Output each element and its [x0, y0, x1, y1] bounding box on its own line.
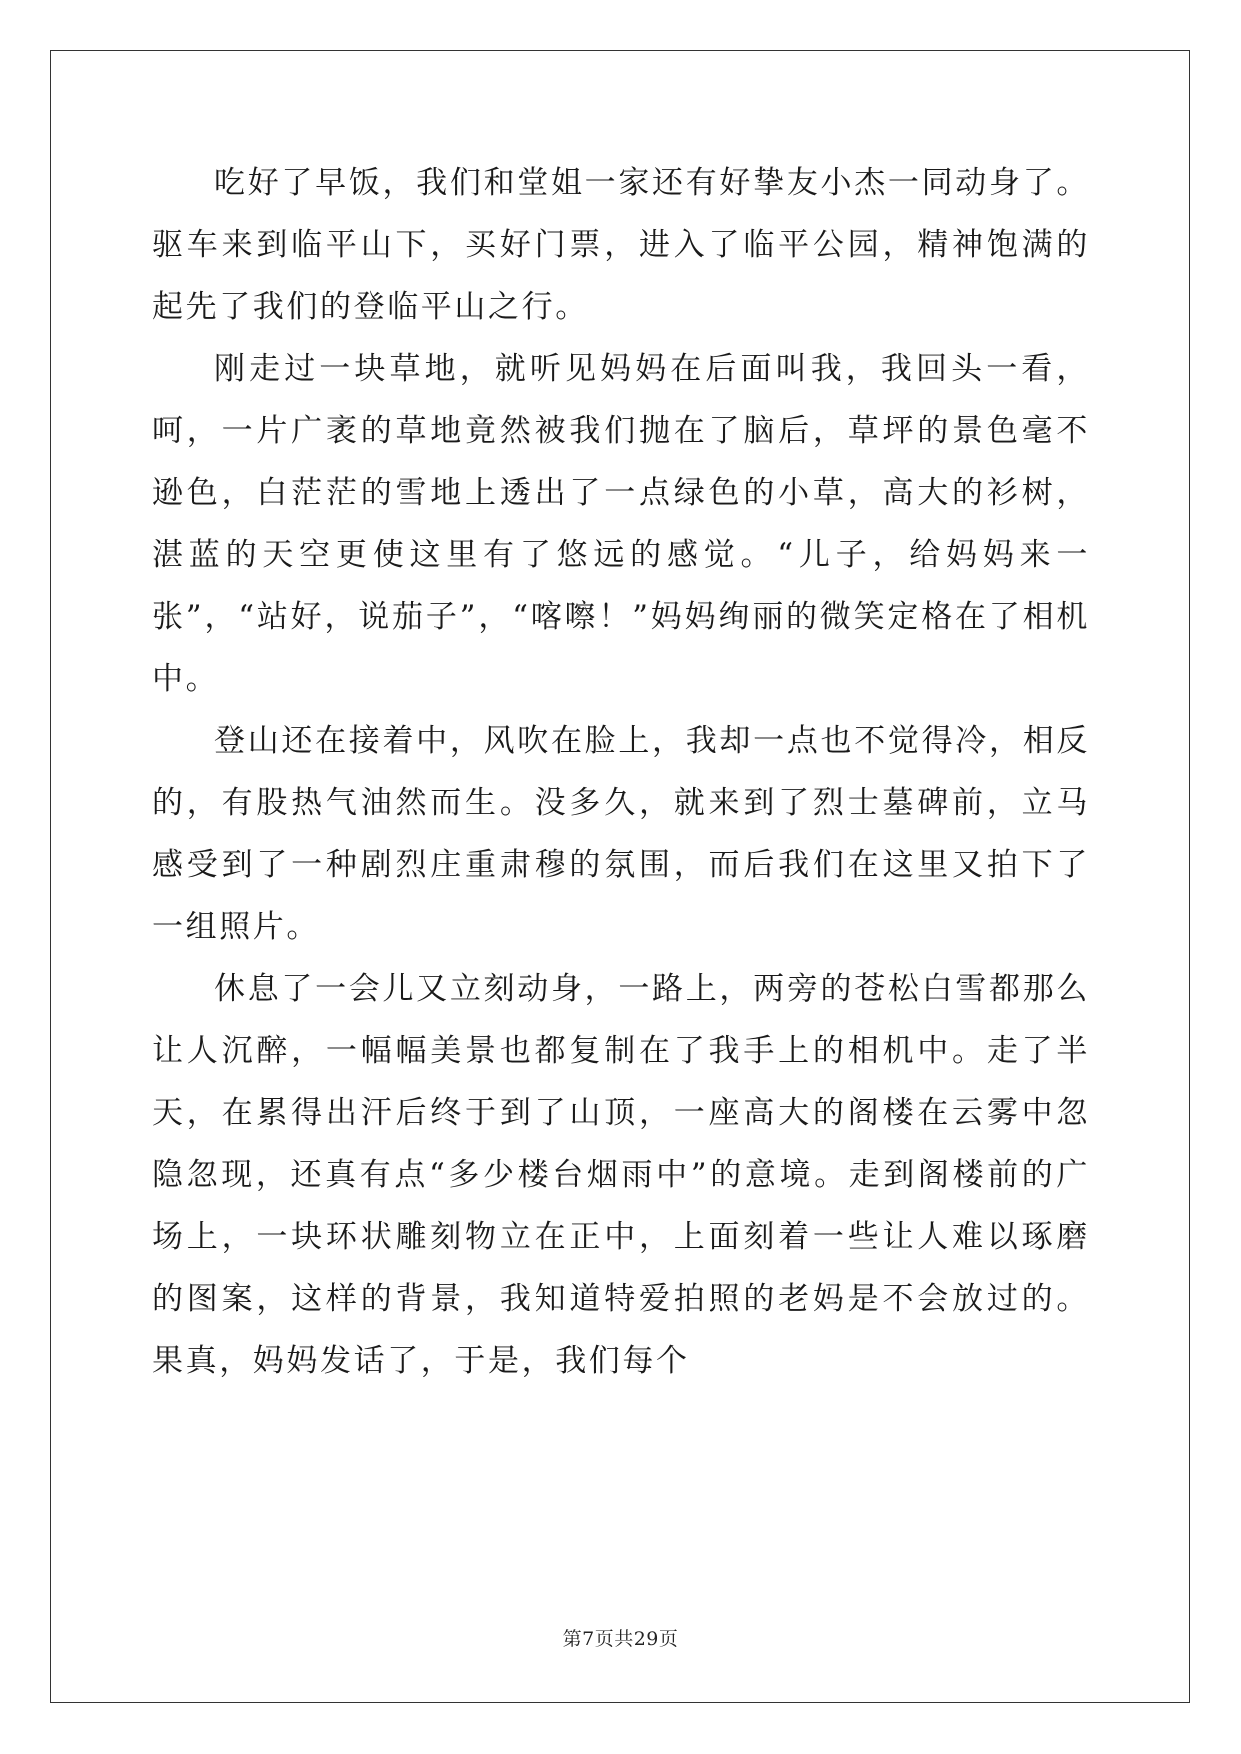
page-number: 第7页 — [562, 1628, 615, 1650]
paragraph-1: 吃好了早饭，我们和堂姐一家还有好挚友小杰一同动身了。驱车来到临平山下，买好门票，进入了临平公园，精神饱满的起先了我们的登临平山之行。 — [152, 165, 1090, 325]
paragraph-3: 登山还在接着中，风吹在脸上，我却一点也不觉得冷，相反的，有股热气油然而生。没多久，就来到了烈士墓碑前，立马感受到了一种剧烈庄重肃穆的氛围，而后我们在这里又拍下了一组照片。 — [152, 723, 1090, 945]
document-body — [152, 152, 1090, 1392]
paragraph-4: 休息了一会儿又立刻动身，一路上，两旁的苍松白雪都那么让人沉醉，一幅幅美景也都复制在了我手上的相机中。走了半天，在累得出汗后终于到了山顶，一座高大的阁楼在云雾中忽隐忽现，还真有点“多少楼台烟雨中”的意境。走到阁楼前的广场上，一块环状雕刻物立在正中，上面刻着一些让人难以琢磨的图案，这样的背景，我知道特爱拍照的老妈是不会放过的。果真，妈妈发话了，于是，我们每个 — [152, 971, 1090, 1379]
page-total: 共29页 — [614, 1628, 679, 1650]
paragraph-2: 刚走过一块草地，就听见妈妈在后面叫我，我回头一看，呵，一片广袤的草地竟然被我们抛在了脑后，草坪的景色毫不逊色，白茫茫的雪地上透出了一点绿色的小草，高大的衫树，湛蓝的天空更使这里有了悠远的感觉。“儿子，给妈妈来一张”，“站好，说茄子”，“喀嚓！”妈妈绚丽的微笑定格在了相机中。 — [152, 351, 1090, 697]
page-footer — [0, 1624, 1241, 1651]
